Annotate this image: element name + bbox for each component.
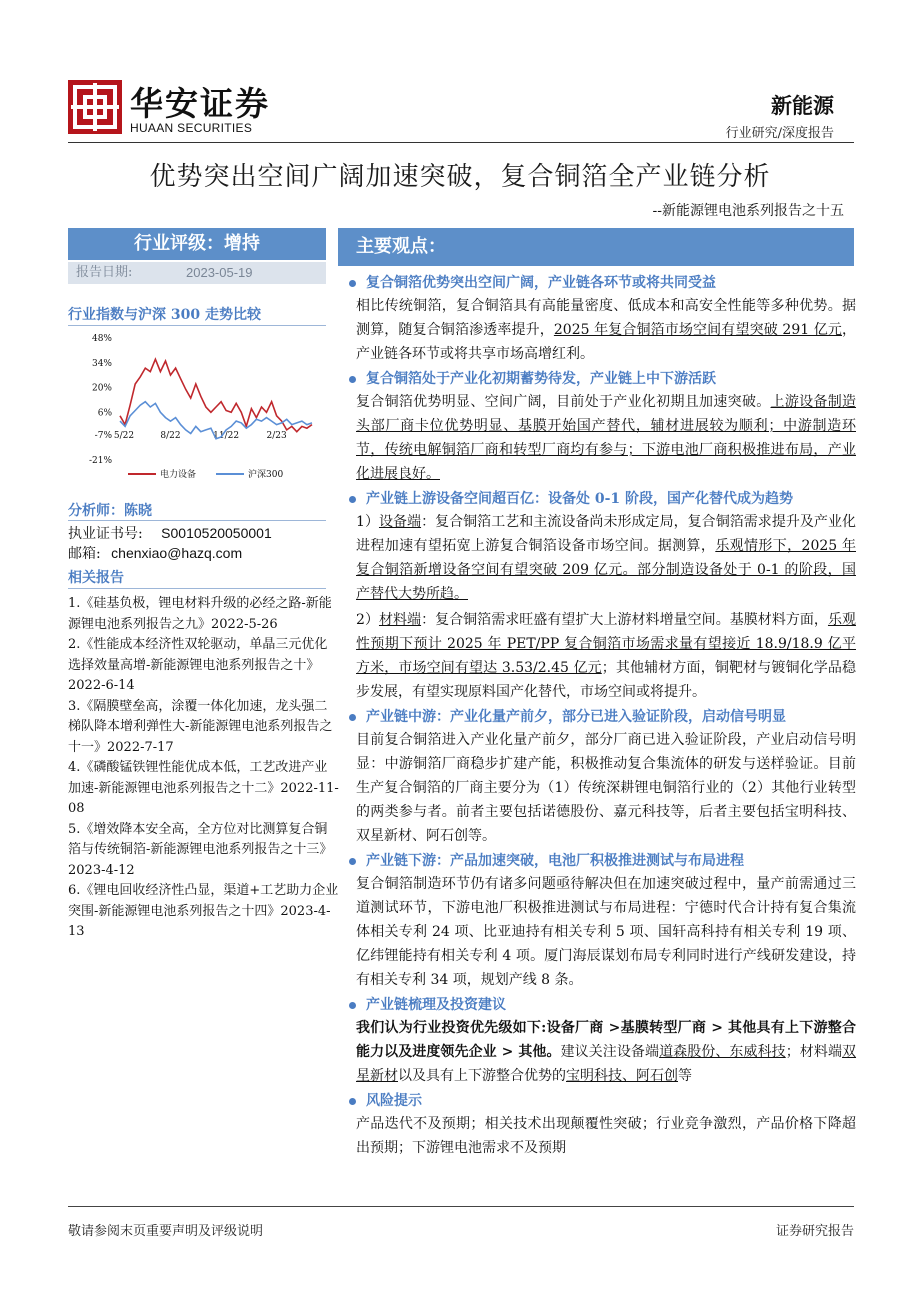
report-type: 行业研究/深度报告: [725, 126, 834, 141]
industry-rating: 行业评级：增持: [68, 228, 326, 260]
related-divider: [68, 588, 326, 589]
analyst-name: 分析师：陈晓: [68, 503, 152, 519]
section-paragraph: 复合铜箔优势明显、空间广阔，目前处于产业化初期且加速突破。上游设备制造头部厂商卡位优势明显、基膜开始国产替代，辅材进展较为顺利；中游制造环节，传统电解铜箔厂商和转型厂商均有参与；下游电池厂商积极推进布局，产业化进展良好。: [356, 394, 857, 482]
header-divider: [68, 142, 854, 143]
section-heading: 复合铜箔处于产业化初期蓄势待发，产业链上中下游活跃: [346, 368, 856, 390]
legend-label: 沪深300: [248, 470, 284, 480]
logo-text-en: HUAAN SECURITIES: [130, 121, 253, 135]
section-paragraph: 2）材料端：复合铜箔需求旺盛有望扩大上游材料增量空间。基膜材料方面，乐观性预期下预计 2025 年 PET/PP 复合铜箔市场需求量有望接近 18.9/18.9 亿平方米，市场空间有望达 3.53/2.45 亿元；其他辅材方面，铜靶材与镀铜化学品稳步发展，有望实现原料国产化替代，市场空间或将提升。: [356, 612, 856, 700]
y-tick-label: 6%: [97, 408, 112, 419]
index-comparison-chart: [68, 328, 326, 488]
report-title: 优势突出空间广阔加速突破，复合铜箔全产业链分析: [149, 162, 771, 192]
section-paragraph: 1）设备端：复合铜箔工艺和主流设备尚未形成定局，复合铜箔需求提升及产业化进程加速有望拓宽上游复合铜箔设备市场空间。据测算，乐观情形下，2025 年复合铜箔新增设备空间有望突破 209 亿元。部分制造设备处于 0-1 的阶段，国产替代大势所趋。: [356, 514, 856, 602]
email-address[interactable]: chenxiao@hazq.com: [111, 545, 243, 561]
bullet-icon: [349, 280, 356, 287]
related-report-item[interactable]: 5.《增效降本安全高，全方位对比测算复合铜箔与传统铜箔-新能源锂电池系列报告之十三》2023-4-12: [68, 821, 333, 878]
report-subtitle: --新能源锂电池系列报告之十五: [652, 203, 844, 219]
main-views-heading: 主要观点：: [338, 228, 854, 266]
line-chart: [68, 328, 326, 488]
x-tick-label: 11/22: [213, 431, 240, 442]
logo-mark: [68, 80, 122, 134]
section-heading: 风险提示: [346, 1090, 856, 1112]
series-line-power-equipment: [120, 359, 312, 432]
y-tick-label: -7%: [94, 431, 112, 442]
bullet-icon: [349, 1002, 356, 1009]
x-tick-label: 8/22: [160, 431, 181, 442]
y-tick-label: 34%: [91, 358, 112, 369]
section-paragraph: 产品迭代不及预期；相关技术出现颠覆性突破；行业竞争激烈，产品价格下降超出预期；下游锂电池需求不及预期: [356, 1116, 856, 1156]
cert-row: [68, 523, 272, 543]
email-label: 邮箱:: [68, 546, 101, 562]
chart-title-divider: [68, 325, 326, 326]
sector-label: 新能源: [771, 93, 834, 118]
related-report-item[interactable]: 4.《磷酸锰铁锂性能优成本低，工艺改进产业加速-新能源锂电池系列报告之十二》2022-11-08: [68, 760, 339, 816]
related-report-item[interactable]: 1.《硅基负极，锂电材料升级的必经之路-新能源锂电池系列报告之九》2022-5-26: [68, 596, 332, 632]
section-heading: 产业链梳理及投资建议: [346, 994, 856, 1016]
section-heading: 复合铜箔优势突出空间广阔，产业链各环节或将共同受益: [346, 272, 856, 294]
related-reports-title: 相关报告: [68, 570, 124, 586]
footer-divider: [68, 1206, 854, 1207]
x-tick-label: 5/22: [113, 431, 135, 442]
related-report-item[interactable]: 2.《性能成本经济性双轮驱动，单晶三元优化选择效量高增-新能源锂电池系列报告之十》2022-6-14: [68, 637, 328, 693]
section-paragraph: 我们认为行业投资优先级如下:设备厂商 >基膜转型厂商 > 其他具有上下游整合能力以及进度领先企业 > 其他。建议关注设备端道森股份、东威科技；材料端双星新材以及具有上下游整合优势的宝明科技、阿石创等: [356, 1020, 857, 1084]
y-tick-label: 20%: [91, 383, 112, 394]
section-heading: 产业链下游：产品加速突破，电池厂积极推进测试与布局进程: [346, 850, 856, 872]
analyst-divider: [68, 520, 326, 521]
main-views-body: [346, 272, 856, 1162]
section-heading: 产业链上游设备空间超百亿：设备处 0-1 阶段，国产化替代成为趋势: [346, 488, 856, 510]
y-tick-label: -21%: [88, 456, 112, 466]
section-heading: 产业链中游：产业化量产前夕，部分已进入验证阶段，启动信号明显: [346, 706, 856, 728]
footer-report-label: 证券研究报告: [775, 1224, 854, 1239]
bullet-icon: [349, 714, 356, 721]
y-tick-label: 48%: [91, 334, 112, 344]
related-report-item[interactable]: 6.《锂电回收经济性凸显，渠道+工艺助力企业突围-新能源锂电池系列报告之十四》2023-4-13: [68, 883, 339, 939]
bullet-icon: [349, 1098, 356, 1105]
legend-label: 电力设备: [160, 470, 197, 480]
bullet-icon: [349, 858, 356, 865]
chart-title: 行业指数与沪深 300 走势比较: [68, 307, 261, 323]
related-report-item[interactable]: 3.《隔膜壁垒高，涂覆一体化加速，龙头强二梯队降本增利弹性大-新能源锂电池系列报告之十一》2022-7-17: [68, 698, 333, 755]
report-date-row: [68, 262, 326, 284]
bullet-icon: [349, 496, 356, 503]
section-paragraph: 目前复合铜箔进入产业化量产前夕，部分厂商已进入验证阶段，产业启动信号明显：中游铜箔厂商稳步扩建产能，积极推动复合集流体的研发与送样验证。目前生产复合铜箔的厂商主要分为（1）传统深耕锂电铜箔行业的（2）其他行业转型的两类参与者。前者主要包括诺德股份、嘉元科技等，后者主要包括宝明科技、双星新材、阿石创等。: [356, 732, 856, 844]
x-tick-label: 2/23: [266, 431, 287, 442]
email-row: [68, 543, 242, 563]
bullet-icon: [349, 376, 356, 383]
cert-label: 执业证书号:: [68, 526, 143, 542]
logo-text-cn: 华安证券: [130, 84, 270, 123]
section-paragraph: 相比传统铜箔，复合铜箔具有高能量密度、低成本和高安全性能等多种优势。据测算，随复合铜箔渗透率提升，2025 年复合铜箔市场空间有望突破 291 亿元，产业链各环节或将共享市场高增红利。: [356, 298, 857, 362]
footer-disclaimer[interactable]: 敬请参阅末页重要声明及评级说明: [68, 1224, 264, 1239]
related-reports-list: [68, 594, 340, 943]
logo-seal-icon: [68, 80, 122, 134]
cert-number: S0010520050001: [161, 525, 272, 541]
report-date-label: 报告日期:: [76, 265, 133, 280]
section-paragraph: 复合铜箔制造环节仍有诸多问题亟待解决但在加速突破过程中，量产前需通过三道测试环节，下游电池厂积极推进测试与布局进程：宁德时代合计持有复合集流体相关专利 24 项、比亚迪持有相关专利 5 项、国轩高科持有相关专利 19 项、亿纬锂能持有相关专利 4 项。厦门海辰谋划布局专利同时进行产线研发建设，持有相关专利 34 项，规划产线 8 条。: [356, 876, 856, 988]
report-date-value: 2023-05-19: [186, 265, 253, 280]
